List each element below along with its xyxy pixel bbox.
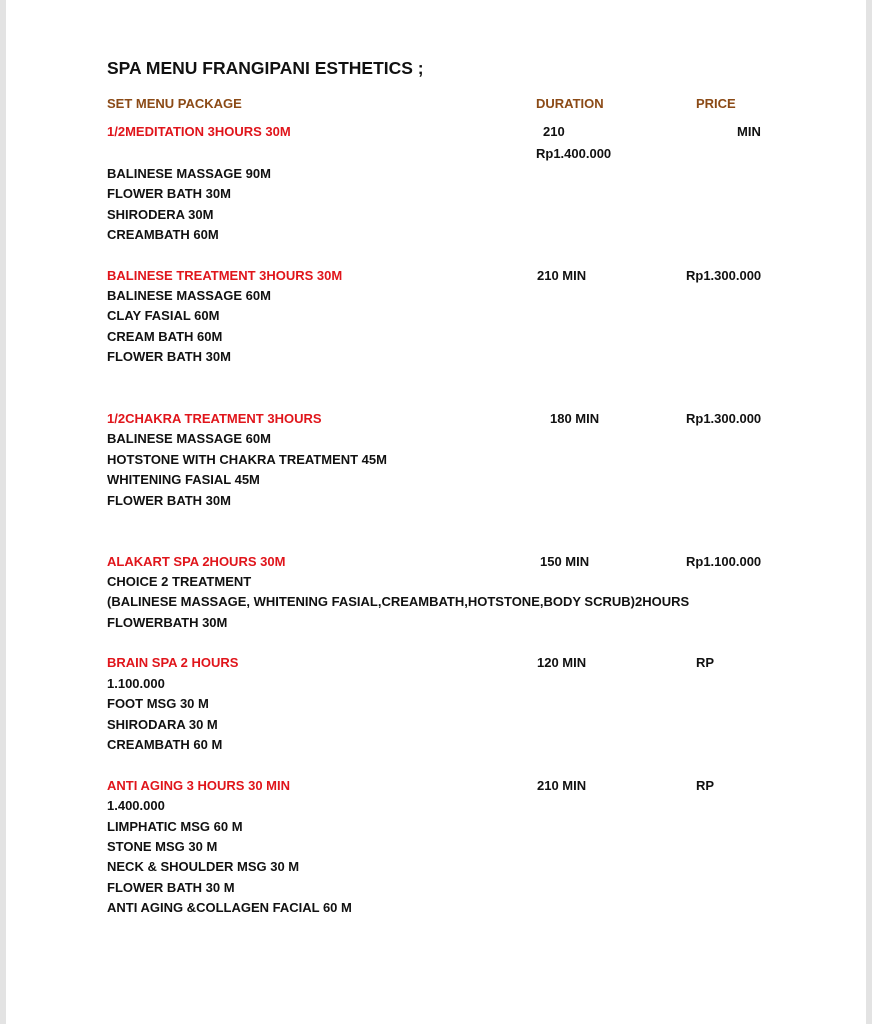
package-item: CHOICE 2 TREATMENT <box>107 574 252 589</box>
package-price: Rp1.100.000 <box>686 554 762 569</box>
package-duration: 210 MIN <box>537 268 587 283</box>
package-item: HOTSTONE WITH CHAKRA TREATMENT 45M <box>107 452 387 467</box>
package-item: WHITENING FASIAL 45M <box>107 472 260 487</box>
package-item: LIMPHATIC MSG 60 M <box>107 819 243 834</box>
package-name: ANTI AGING 3 HOURS 30 MIN <box>107 778 290 793</box>
package-price: Rp1.300.000 <box>686 268 762 283</box>
package-name: BRAIN SPA 2 HOURS <box>107 655 239 670</box>
package-item: ANTI AGING &COLLAGEN FACIAL 60 M <box>107 900 352 915</box>
package-item: (BALINESE MASSAGE, WHITENING FASIAL,CREAMBATH,HOTSTONE,BODY SCRUB)2HOURS <box>107 594 690 609</box>
package-price: Rp1.400.000 <box>536 146 612 161</box>
package-item: FLOWER BATH 30M <box>107 493 231 508</box>
package-name: 1/2MEDITATION 3HOURS 30M <box>107 124 291 139</box>
package-item: BALINESE MASSAGE 60M <box>107 431 271 446</box>
header-duration: DURATION <box>536 96 604 111</box>
package-item: FOOT MSG 30 M <box>107 696 209 711</box>
package-duration-unit: MIN <box>737 124 761 139</box>
package-duration: 180 MIN <box>550 411 600 426</box>
package-duration: 120 MIN <box>537 655 587 670</box>
page-title: SPA MENU FRANGIPANI ESTHETICS ; <box>107 58 424 78</box>
package-item: BALINESE MASSAGE 60M <box>107 288 271 303</box>
package-name: BALINESE TREATMENT 3HOURS 30M <box>107 268 343 283</box>
package-item: FLOWER BATH 30M <box>107 186 231 201</box>
package-price: Rp1.300.000 <box>686 411 762 426</box>
package-item: CLAY FASIAL 60M <box>107 308 220 323</box>
package-item: SHIRODERA 30M <box>107 207 214 222</box>
package-item: NECK & SHOULDER MSG 30 M <box>107 859 300 874</box>
package-price: RP <box>696 778 715 793</box>
package-duration: 210 <box>543 124 565 139</box>
package-duration: 210 MIN <box>537 778 587 793</box>
package-duration: 150 MIN <box>540 554 590 569</box>
header-package: SET MENU PACKAGE <box>107 96 242 111</box>
package-item: 1.400.000 <box>107 798 165 813</box>
package-item: FLOWER BATH 30 M <box>107 880 235 895</box>
package-item: BALINESE MASSAGE 90M <box>107 166 271 181</box>
package-item: STONE MSG 30 M <box>107 839 218 854</box>
package-name: 1/2CHAKRA TREATMENT 3HOURS <box>107 411 322 426</box>
package-name: ALAKART SPA 2HOURS 30M <box>107 554 286 569</box>
package-price: RP <box>696 655 715 670</box>
package-item: CREAM BATH 60M <box>107 329 223 344</box>
package-item: FLOWER BATH 30M <box>107 349 231 364</box>
header-price: PRICE <box>696 96 736 111</box>
package-item: SHIRODARA 30 M <box>107 717 218 732</box>
package-item: FLOWERBATH 30M <box>107 615 228 630</box>
package-item: CREAMBATH 60M <box>107 227 219 242</box>
package-item: CREAMBATH 60 M <box>107 737 223 752</box>
package-item: 1.100.000 <box>107 676 165 691</box>
